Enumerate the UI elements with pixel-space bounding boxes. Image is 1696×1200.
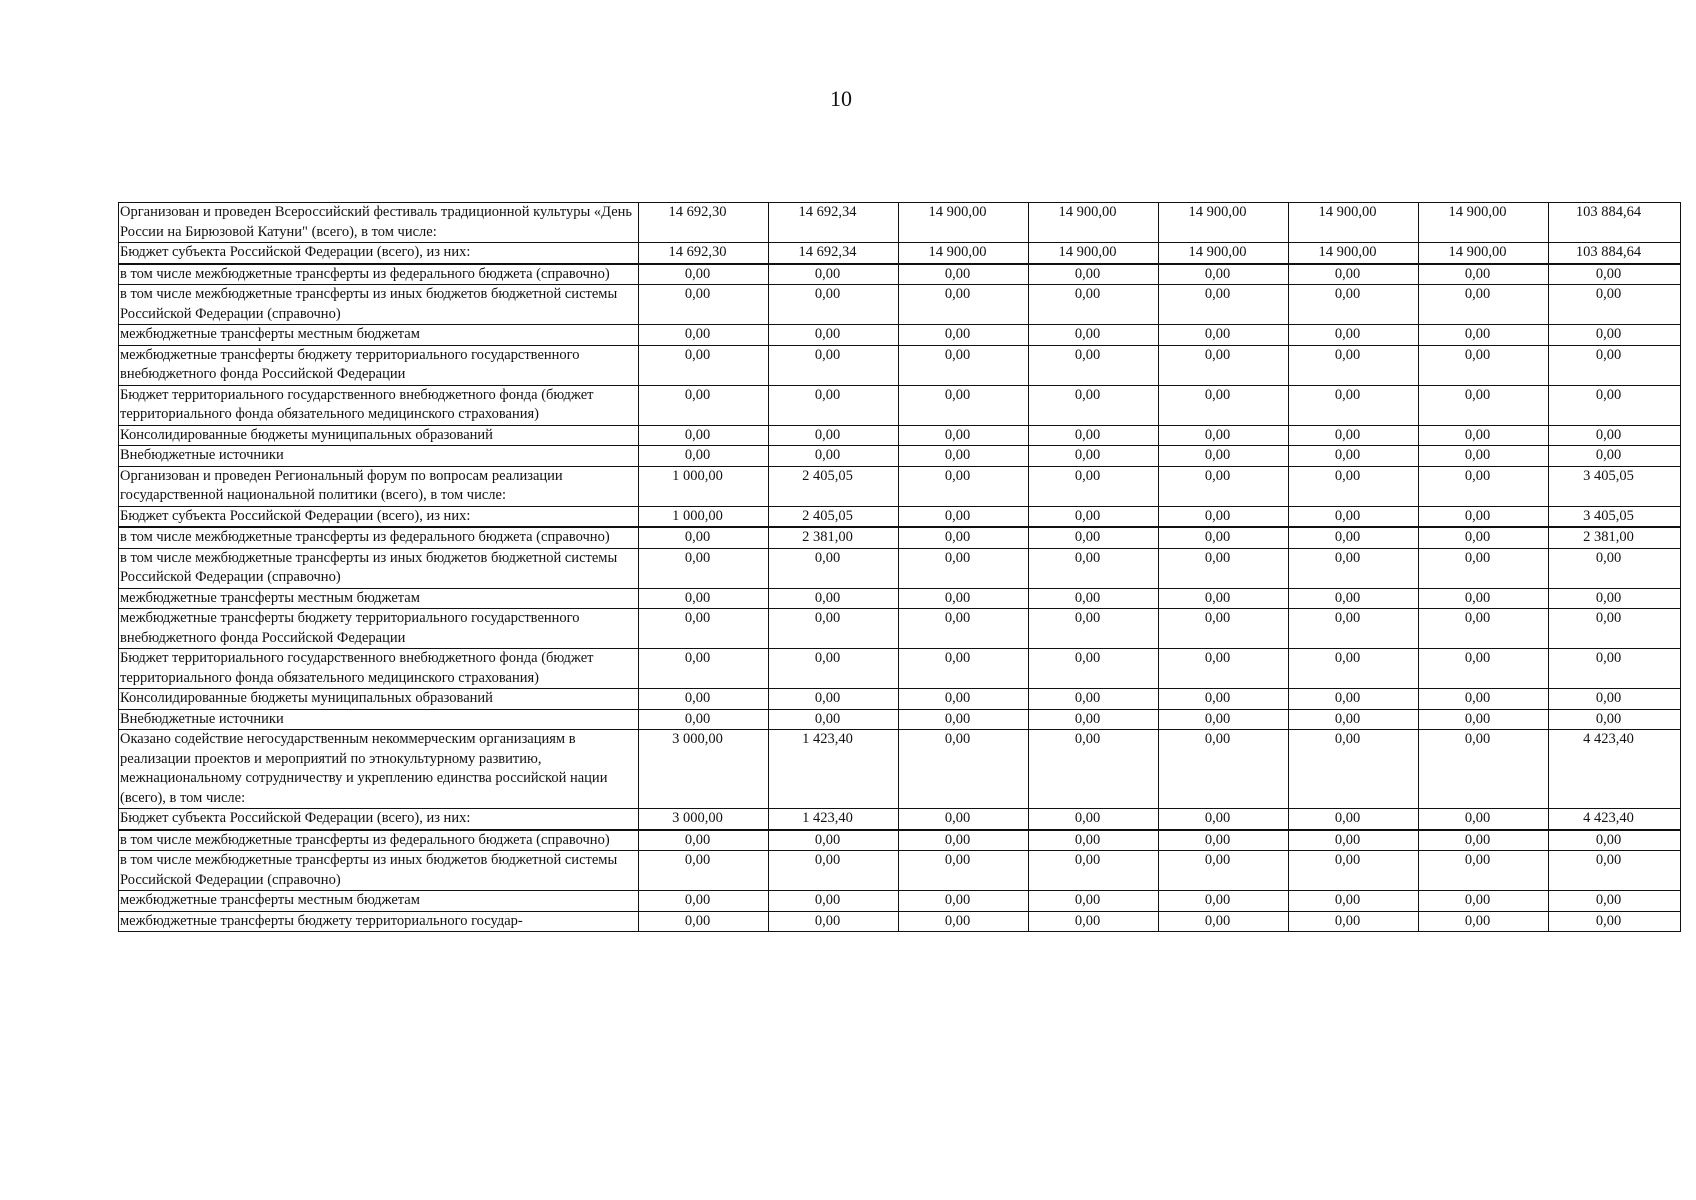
value-cell: 0,00 <box>1419 851 1549 891</box>
value-cell: 0,00 <box>1549 689 1681 710</box>
value-cell: 0,00 <box>1419 830 1549 851</box>
value-cell: 1 000,00 <box>639 466 769 506</box>
value-cell: 0,00 <box>1549 830 1681 851</box>
table-row <box>119 830 1681 851</box>
row-label: Бюджет территориального государственного внебюджетного фонда (бюджет территориального фонда обязательного медицинского страхования) <box>119 649 639 689</box>
value-cell: 0,00 <box>1159 709 1289 730</box>
row-label: в том числе межбюджетные трансферты из федерального бюджета (справочно) <box>119 527 639 548</box>
value-cell: 0,00 <box>1159 689 1289 710</box>
value-cell: 0,00 <box>1289 588 1419 609</box>
value-cell: 0,00 <box>769 830 899 851</box>
row-label: межбюджетные трансферты бюджету территориального государственного внебюджетного фонда Российской Федерации <box>119 609 639 649</box>
value-cell: 0,00 <box>1159 425 1289 446</box>
row-label: межбюджетные трансферты местным бюджетам <box>119 588 639 609</box>
value-cell: 0,00 <box>1289 325 1419 346</box>
value-cell: 0,00 <box>1549 345 1681 385</box>
value-cell: 14 900,00 <box>1289 203 1419 243</box>
table-row <box>119 689 1681 710</box>
row-label: межбюджетные трансферты бюджету территориального государственного внебюджетного фонда Российской Федерации <box>119 345 639 385</box>
value-cell: 0,00 <box>639 446 769 467</box>
value-cell: 0,00 <box>639 609 769 649</box>
value-cell: 0,00 <box>1289 446 1419 467</box>
row-label: Консолидированные бюджеты муниципальных образований <box>119 425 639 446</box>
value-cell: 0,00 <box>1159 527 1289 548</box>
row-label: в том числе межбюджетные трансферты из федерального бюджета (справочно) <box>119 830 639 851</box>
row-label: Организован и проведен Региональный форум по вопросам реализации государственной национальной политики (всего), в том числе: <box>119 466 639 506</box>
value-cell: 0,00 <box>1289 689 1419 710</box>
value-cell: 0,00 <box>1289 345 1419 385</box>
value-cell: 3 000,00 <box>639 730 769 809</box>
value-cell: 0,00 <box>1159 548 1289 588</box>
value-cell: 14 900,00 <box>1419 243 1549 264</box>
value-cell: 0,00 <box>1549 891 1681 912</box>
value-cell: 0,00 <box>1289 548 1419 588</box>
value-cell: 0,00 <box>1419 446 1549 467</box>
row-label: в том числе межбюджетные трансферты из федерального бюджета (справочно) <box>119 264 639 285</box>
value-cell: 0,00 <box>769 345 899 385</box>
value-cell: 14 692,34 <box>769 243 899 264</box>
value-cell: 0,00 <box>1289 264 1419 285</box>
value-cell: 14 900,00 <box>1159 203 1289 243</box>
value-cell: 0,00 <box>639 588 769 609</box>
row-label: Бюджет субъекта Российской Федерации (всего), из них: <box>119 506 639 527</box>
row-label: Внебюджетные источники <box>119 709 639 730</box>
value-cell: 0,00 <box>1029 325 1159 346</box>
value-cell: 0,00 <box>1029 830 1159 851</box>
value-cell: 0,00 <box>1549 911 1681 932</box>
value-cell: 0,00 <box>1549 851 1681 891</box>
budget-table <box>118 202 1681 932</box>
row-label: Внебюджетные источники <box>119 446 639 467</box>
value-cell: 0,00 <box>769 325 899 346</box>
value-cell: 3 000,00 <box>639 809 769 830</box>
value-cell: 14 692,30 <box>639 203 769 243</box>
value-cell: 0,00 <box>1159 466 1289 506</box>
value-cell: 0,00 <box>1159 609 1289 649</box>
value-cell: 0,00 <box>1549 609 1681 649</box>
value-cell: 0,00 <box>899 548 1029 588</box>
table-row <box>119 911 1681 932</box>
value-cell: 0,00 <box>1159 809 1289 830</box>
value-cell: 0,00 <box>899 689 1029 710</box>
value-cell: 0,00 <box>1419 689 1549 710</box>
value-cell: 0,00 <box>639 345 769 385</box>
value-cell: 0,00 <box>899 588 1029 609</box>
value-cell: 0,00 <box>1549 285 1681 325</box>
row-label: Консолидированные бюджеты муниципальных образований <box>119 689 639 710</box>
value-cell: 0,00 <box>1029 709 1159 730</box>
value-cell: 0,00 <box>1029 264 1159 285</box>
value-cell: 0,00 <box>769 851 899 891</box>
value-cell: 0,00 <box>1549 446 1681 467</box>
value-cell: 0,00 <box>1029 285 1159 325</box>
value-cell: 0,00 <box>899 851 1029 891</box>
table-row <box>119 345 1681 385</box>
value-cell: 0,00 <box>1549 385 1681 425</box>
value-cell: 0,00 <box>1159 325 1289 346</box>
value-cell: 0,00 <box>1419 345 1549 385</box>
value-cell: 0,00 <box>1159 285 1289 325</box>
table-row <box>119 548 1681 588</box>
value-cell: 0,00 <box>769 588 899 609</box>
table-row <box>119 891 1681 912</box>
value-cell: 0,00 <box>1289 506 1419 527</box>
value-cell: 103 884,64 <box>1549 243 1681 264</box>
value-cell: 0,00 <box>769 689 899 710</box>
value-cell: 0,00 <box>769 425 899 446</box>
value-cell: 0,00 <box>899 425 1029 446</box>
row-label: в том числе межбюджетные трансферты из иных бюджетов бюджетной системы Российской Федерации (справочно) <box>119 548 639 588</box>
value-cell: 14 900,00 <box>899 243 1029 264</box>
row-label: в том числе межбюджетные трансферты из иных бюджетов бюджетной системы Российской Федерации (справочно) <box>119 285 639 325</box>
value-cell: 2 405,05 <box>769 506 899 527</box>
row-label: межбюджетные трансферты бюджету территориального государ- <box>119 911 639 932</box>
table-row <box>119 466 1681 506</box>
table-row <box>119 325 1681 346</box>
value-cell: 0,00 <box>1029 466 1159 506</box>
value-cell: 0,00 <box>639 851 769 891</box>
value-cell: 0,00 <box>1419 911 1549 932</box>
value-cell: 0,00 <box>899 506 1029 527</box>
value-cell: 14 900,00 <box>1159 243 1289 264</box>
value-cell: 0,00 <box>1419 588 1549 609</box>
value-cell: 0,00 <box>1419 891 1549 912</box>
value-cell: 0,00 <box>1029 527 1159 548</box>
value-cell: 0,00 <box>1029 425 1159 446</box>
value-cell: 0,00 <box>769 609 899 649</box>
value-cell: 0,00 <box>1419 385 1549 425</box>
value-cell: 0,00 <box>1419 649 1549 689</box>
value-cell: 0,00 <box>1159 506 1289 527</box>
table-row <box>119 588 1681 609</box>
value-cell: 0,00 <box>1289 730 1419 809</box>
value-cell: 0,00 <box>899 446 1029 467</box>
value-cell: 0,00 <box>1549 588 1681 609</box>
table-row <box>119 809 1681 830</box>
table-row <box>119 385 1681 425</box>
table-row <box>119 709 1681 730</box>
table-row <box>119 203 1681 243</box>
value-cell: 14 692,34 <box>769 203 899 243</box>
table-row <box>119 285 1681 325</box>
value-cell: 0,00 <box>769 891 899 912</box>
value-cell: 0,00 <box>1029 588 1159 609</box>
table-row <box>119 609 1681 649</box>
value-cell: 0,00 <box>1289 830 1419 851</box>
value-cell: 0,00 <box>899 609 1029 649</box>
value-cell: 0,00 <box>1029 809 1159 830</box>
row-label: Бюджет субъекта Российской Федерации (всего), из них: <box>119 243 639 264</box>
value-cell: 0,00 <box>1419 425 1549 446</box>
value-cell: 0,00 <box>1419 466 1549 506</box>
value-cell: 1 423,40 <box>769 809 899 830</box>
row-label: Бюджет территориального государственного внебюджетного фонда (бюджет территориального фонда обязательного медицинского страхования) <box>119 385 639 425</box>
table-row <box>119 527 1681 548</box>
value-cell: 0,00 <box>1289 466 1419 506</box>
value-cell: 1 423,40 <box>769 730 899 809</box>
value-cell: 4 423,40 <box>1549 730 1681 809</box>
value-cell: 0,00 <box>1419 264 1549 285</box>
value-cell: 0,00 <box>899 649 1029 689</box>
value-cell: 0,00 <box>1419 548 1549 588</box>
value-cell: 0,00 <box>1419 527 1549 548</box>
row-label: в том числе межбюджетные трансферты из иных бюджетов бюджетной системы Российской Федерации (справочно) <box>119 851 639 891</box>
value-cell: 0,00 <box>1549 709 1681 730</box>
value-cell: 0,00 <box>1289 851 1419 891</box>
value-cell: 103 884,64 <box>1549 203 1681 243</box>
value-cell: 0,00 <box>639 425 769 446</box>
value-cell: 0,00 <box>899 285 1029 325</box>
table-row <box>119 243 1681 264</box>
value-cell: 0,00 <box>1029 506 1159 527</box>
value-cell: 0,00 <box>1029 689 1159 710</box>
value-cell: 0,00 <box>1029 446 1159 467</box>
value-cell: 0,00 <box>769 285 899 325</box>
value-cell: 0,00 <box>1029 385 1159 425</box>
value-cell: 0,00 <box>1029 730 1159 809</box>
value-cell: 0,00 <box>1159 264 1289 285</box>
value-cell: 0,00 <box>639 689 769 710</box>
value-cell: 0,00 <box>1289 385 1419 425</box>
value-cell: 0,00 <box>1419 609 1549 649</box>
value-cell: 0,00 <box>899 730 1029 809</box>
row-label: межбюджетные трансферты местным бюджетам <box>119 325 639 346</box>
value-cell: 0,00 <box>1029 345 1159 385</box>
value-cell: 0,00 <box>899 385 1029 425</box>
value-cell: 0,00 <box>639 891 769 912</box>
value-cell: 0,00 <box>639 385 769 425</box>
value-cell: 0,00 <box>899 264 1029 285</box>
value-cell: 0,00 <box>899 527 1029 548</box>
table-row <box>119 425 1681 446</box>
value-cell: 0,00 <box>899 809 1029 830</box>
value-cell: 0,00 <box>1029 851 1159 891</box>
value-cell: 0,00 <box>769 385 899 425</box>
table-row <box>119 851 1681 891</box>
value-cell: 0,00 <box>769 264 899 285</box>
value-cell: 3 405,05 <box>1549 506 1681 527</box>
value-cell: 0,00 <box>1419 809 1549 830</box>
value-cell: 0,00 <box>1159 446 1289 467</box>
value-cell: 2 381,00 <box>769 527 899 548</box>
table-row <box>119 649 1681 689</box>
row-label: Оказано содействие негосударственным некоммерческим организациям в реализации проектов и мероприятий по этнокультурному развитию, межнациональному сотрудничеству и укреплению единства российской нации (всего), в том числе: <box>119 730 639 809</box>
row-label: межбюджетные трансферты местным бюджетам <box>119 891 639 912</box>
value-cell: 0,00 <box>1289 709 1419 730</box>
value-cell: 0,00 <box>1289 809 1419 830</box>
value-cell: 0,00 <box>1159 911 1289 932</box>
value-cell: 0,00 <box>1419 506 1549 527</box>
value-cell: 0,00 <box>1419 730 1549 809</box>
value-cell: 2 381,00 <box>1549 527 1681 548</box>
value-cell: 0,00 <box>1289 649 1419 689</box>
row-label: Организован и проведен Всероссийский фестиваль традиционной культуры «День России на Бирюзовой Катуни" (всего), в том числе: <box>119 203 639 243</box>
value-cell: 0,00 <box>899 466 1029 506</box>
value-cell: 0,00 <box>899 709 1029 730</box>
value-cell: 0,00 <box>1029 649 1159 689</box>
value-cell: 0,00 <box>1159 730 1289 809</box>
value-cell: 0,00 <box>639 548 769 588</box>
value-cell: 0,00 <box>639 325 769 346</box>
table-row <box>119 446 1681 467</box>
value-cell: 0,00 <box>639 830 769 851</box>
value-cell: 0,00 <box>639 649 769 689</box>
value-cell: 0,00 <box>769 446 899 467</box>
value-cell: 0,00 <box>899 911 1029 932</box>
value-cell: 0,00 <box>1419 325 1549 346</box>
value-cell: 14 900,00 <box>1029 243 1159 264</box>
value-cell: 0,00 <box>1029 609 1159 649</box>
value-cell: 0,00 <box>1419 285 1549 325</box>
value-cell: 0,00 <box>1419 709 1549 730</box>
value-cell: 0,00 <box>1549 325 1681 346</box>
value-cell: 0,00 <box>1029 911 1159 932</box>
value-cell: 14 900,00 <box>1289 243 1419 264</box>
value-cell: 0,00 <box>1159 891 1289 912</box>
value-cell: 0,00 <box>1159 851 1289 891</box>
table-row <box>119 264 1681 285</box>
value-cell: 0,00 <box>1289 425 1419 446</box>
row-label: Бюджет субъекта Российской Федерации (всего), из них: <box>119 809 639 830</box>
value-cell: 0,00 <box>899 345 1029 385</box>
table-row <box>119 730 1681 809</box>
value-cell: 1 000,00 <box>639 506 769 527</box>
value-cell: 0,00 <box>639 911 769 932</box>
value-cell: 14 900,00 <box>1419 203 1549 243</box>
value-cell: 0,00 <box>899 325 1029 346</box>
value-cell: 0,00 <box>1289 911 1419 932</box>
value-cell: 0,00 <box>1289 285 1419 325</box>
value-cell: 14 900,00 <box>899 203 1029 243</box>
value-cell: 0,00 <box>1159 385 1289 425</box>
value-cell: 0,00 <box>639 285 769 325</box>
value-cell: 0,00 <box>769 548 899 588</box>
value-cell: 0,00 <box>1549 548 1681 588</box>
value-cell: 0,00 <box>1549 649 1681 689</box>
value-cell: 0,00 <box>769 649 899 689</box>
value-cell: 0,00 <box>899 830 1029 851</box>
value-cell: 0,00 <box>1549 264 1681 285</box>
page-number: 10 <box>830 86 852 111</box>
value-cell: 14 692,30 <box>639 243 769 264</box>
value-cell: 0,00 <box>1029 548 1159 588</box>
value-cell: 0,00 <box>639 527 769 548</box>
value-cell: 0,00 <box>899 891 1029 912</box>
value-cell: 0,00 <box>1159 649 1289 689</box>
value-cell: 0,00 <box>1159 588 1289 609</box>
value-cell: 0,00 <box>1029 891 1159 912</box>
value-cell: 0,00 <box>1289 527 1419 548</box>
value-cell: 0,00 <box>639 264 769 285</box>
value-cell: 0,00 <box>639 709 769 730</box>
value-cell: 3 405,05 <box>1549 466 1681 506</box>
value-cell: 0,00 <box>769 709 899 730</box>
value-cell: 0,00 <box>1289 891 1419 912</box>
value-cell: 0,00 <box>1159 830 1289 851</box>
value-cell: 0,00 <box>1289 609 1419 649</box>
value-cell: 4 423,40 <box>1549 809 1681 830</box>
value-cell: 0,00 <box>1549 425 1681 446</box>
value-cell: 0,00 <box>1159 345 1289 385</box>
table-row <box>119 506 1681 527</box>
value-cell: 14 900,00 <box>1029 203 1159 243</box>
value-cell: 0,00 <box>769 911 899 932</box>
value-cell: 2 405,05 <box>769 466 899 506</box>
